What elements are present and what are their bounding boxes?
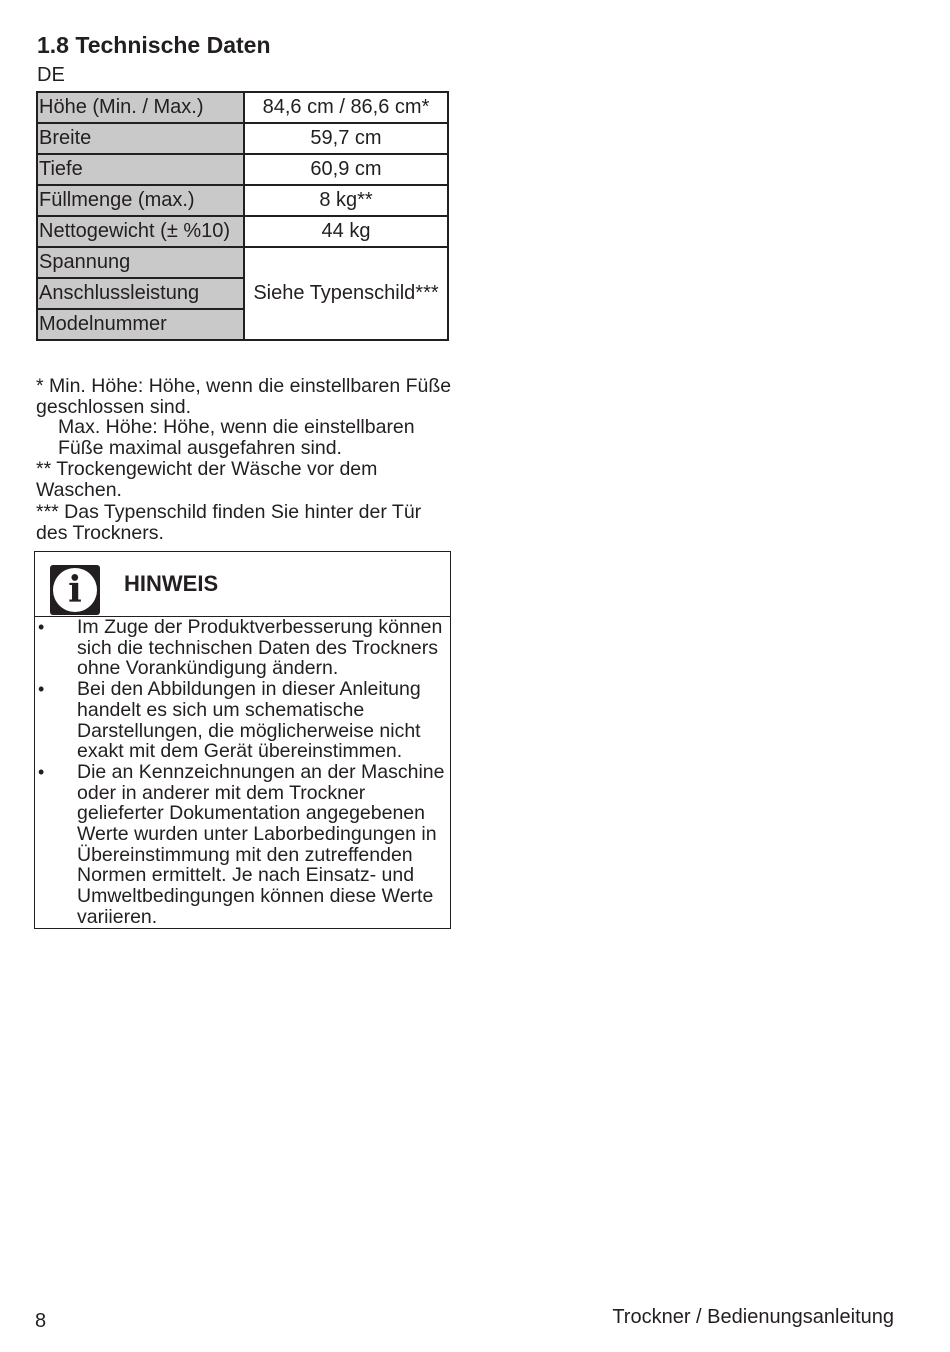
footnotes xyxy=(36,376,456,544)
row-label-nettogewicht: Nettogewicht (± %10) xyxy=(37,216,244,247)
row-label-fuellmenge: Füllmenge (max.) xyxy=(37,185,244,216)
row-label-anschlussleistung: Anschlussleistung xyxy=(37,278,244,309)
info-icon-glyph: i xyxy=(53,568,97,612)
list-item-text: Die an Kennzeichnungen an der Maschine oder in anderer mit dem Trockner gelieferter Dokumentation angegebenen Werte wurden unter Laborbedingungen in Übereinstimmung mit den zutreffenden Normen ermittelt. Je nach Einsatz- und Umweltbedingungen können diese Werte variieren. xyxy=(77,760,445,928)
bullet-icon: • xyxy=(38,679,45,700)
footer-document-title: Trockner / Bedienungsanleitung xyxy=(612,1306,894,1328)
list-item xyxy=(35,679,450,762)
hinweis-box xyxy=(34,551,451,929)
row-value-nettogewicht: 44 kg xyxy=(244,216,448,247)
table-row xyxy=(37,247,448,278)
list-item-text: Bei den Abbildungen in dieser Anleitung handelt es sich um schematische Darstellungen, die möglicherweise nicht exakt mit dem Gerät übereinstimmen. xyxy=(77,678,421,763)
footnote-typenschild: *** Das Typenschild finden Sie hinter der Tür des Trockners. xyxy=(36,501,422,544)
list-item xyxy=(35,617,450,679)
hinweis-list xyxy=(35,617,450,928)
row-label-hoehe: Höhe (Min. / Max.) xyxy=(37,92,244,123)
table-row xyxy=(37,92,448,123)
table-row xyxy=(37,185,448,216)
bullet-icon: • xyxy=(38,617,45,637)
row-value-tiefe: 60,9 cm xyxy=(244,154,448,185)
language-code: DE xyxy=(37,64,65,86)
footnote-min-hoehe: * Min. Höhe: Höhe, wenn die einstellbaren Füße geschlossen sind. xyxy=(36,375,452,418)
info-icon xyxy=(50,565,100,615)
table-row xyxy=(37,216,448,247)
row-value-typenschild: Siehe Typenschild*** xyxy=(244,247,448,340)
row-label-tiefe: Tiefe xyxy=(37,154,244,185)
list-item xyxy=(35,762,450,928)
page-number: 8 xyxy=(35,1310,47,1332)
hinweis-title: HINWEIS xyxy=(124,571,219,596)
row-value-fuellmenge: 8 kg** xyxy=(244,185,448,216)
row-label-breite: Breite xyxy=(37,123,244,154)
list-item-text: Im Zuge der Produktverbesserung können sich die technischen Daten des Trockners ohne Vorankündigung ändern. xyxy=(77,616,443,680)
row-value-breite: 59,7 cm xyxy=(244,123,448,154)
table-row xyxy=(37,123,448,154)
footnote-trockengewicht: ** Trockengewicht der Wäsche vor dem Waschen. xyxy=(36,457,378,501)
bullet-icon: • xyxy=(38,761,45,782)
row-value-hoehe: 84,6 cm / 86,6 cm* xyxy=(244,92,448,123)
footnote-max-hoehe: Max. Höhe: Höhe, wenn die einstellbaren Füße maximal ausgefahren sind. xyxy=(58,416,415,460)
section-title: 1.8 Technische Daten xyxy=(37,32,271,58)
row-label-modelnummer: Modelnummer xyxy=(37,309,244,340)
hinweis-header xyxy=(35,552,450,617)
technical-data-table xyxy=(36,91,449,341)
row-label-spannung: Spannung xyxy=(37,247,244,278)
table-row xyxy=(37,154,448,185)
